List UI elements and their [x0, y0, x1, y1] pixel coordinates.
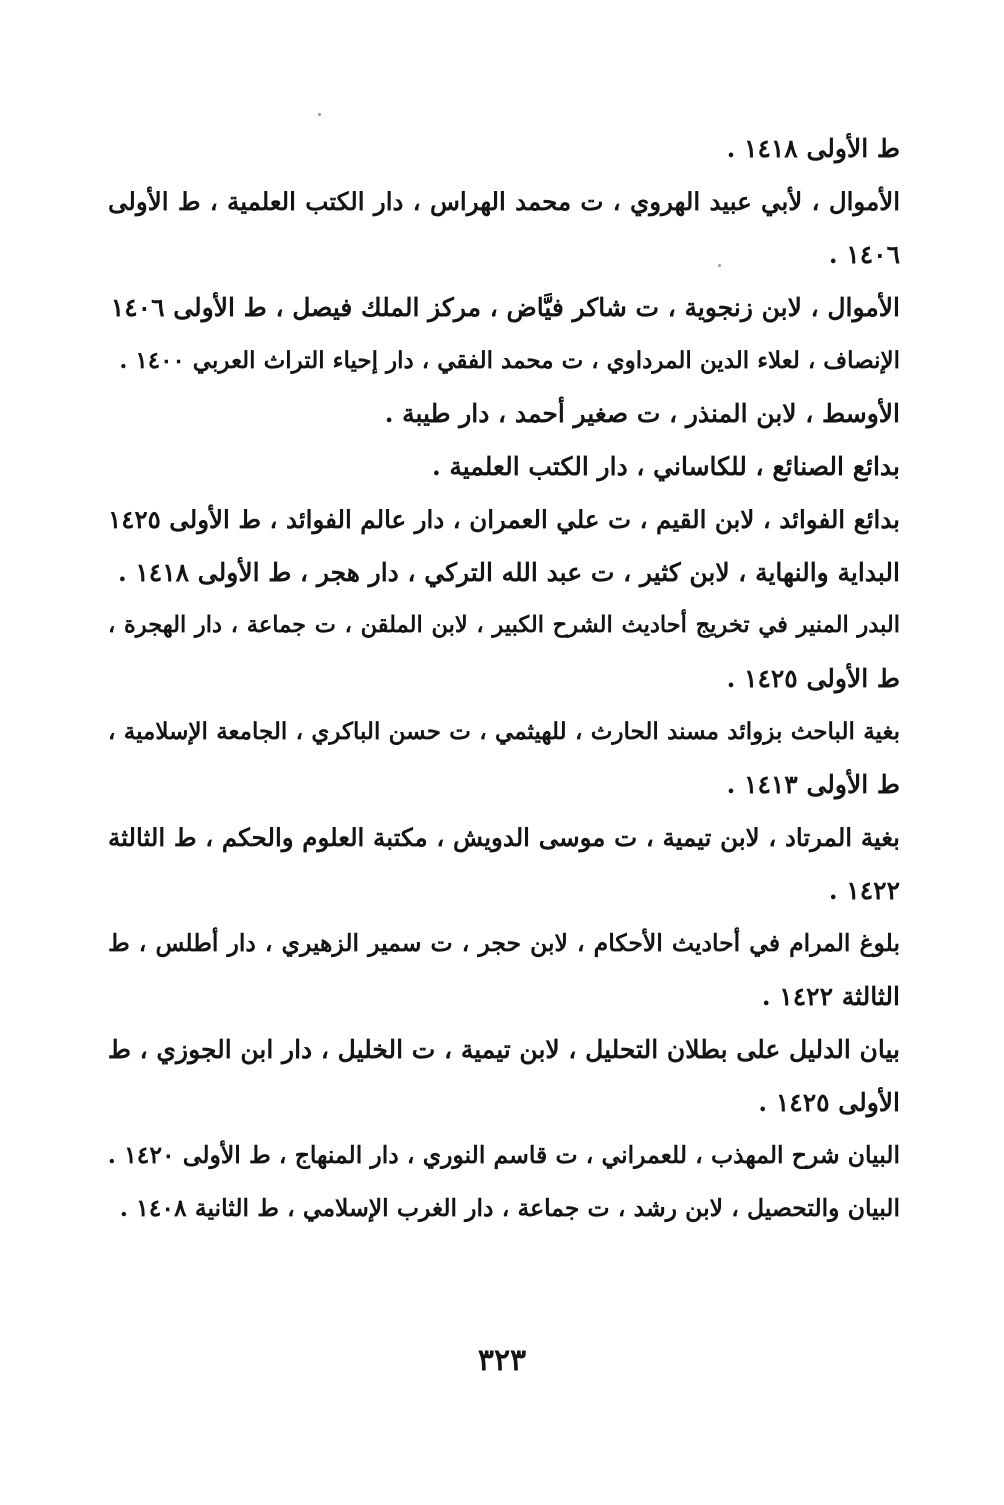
- bibliography-line: ١٤٠٦ .: [828, 240, 900, 269]
- scan-speck: [718, 264, 721, 267]
- bibliography-line: الثالثة ١٤٢٢ .: [761, 982, 900, 1011]
- bibliography-line: الأموال ، لابن زنجوية ، ت شاكر فيَّاض ، مركز الملك فيصل ، ط الأولى ١٤٠٦: [110, 293, 900, 322]
- bibliography-line: البيان والتحصيل ، لابن رشد ، ت جماعة ، دار الغرب الإسلامي ، ط الثانية ١٤٠٨ .: [119, 1194, 900, 1222]
- scan-speck: [318, 113, 321, 116]
- bibliography-line: بغية المرتاد ، لابن تيمية ، ت موسى الدويش ، مكتبة العلوم والحكم ، ط الثالثة: [108, 823, 900, 852]
- bibliography-line: البيان شرح المهذب ، للعمراني ، ت قاسم النوري ، دار المنهاج ، ط الأولى ١٤٢٠ .: [108, 1141, 900, 1169]
- bibliography-line: ط الأولى ١٤١٣ .: [726, 770, 900, 799]
- bibliography-list: [108, 122, 900, 1235]
- bibliography-line: البداية والنهاية ، لابن كثير ، ت عبد الله التركي ، دار هجر ، ط الأولى ١٤١٨ .: [117, 558, 900, 587]
- bibliography-line: الأوسط ، لابن المنذر ، ت صغير أحمد ، دار طيبة .: [384, 399, 900, 428]
- bibliography-line: بدائع الفوائد ، لابن القيم ، ت علي العمران ، دار عالم الفوائد ، ط الأولى ١٤٢٥: [108, 505, 900, 534]
- bibliography-line: بلوغ المرام في أحاديث الأحكام ، لابن حجر ، ت سمير الزهيري ، دار أطلس ، ط: [108, 929, 900, 957]
- bibliography-line: البدر المنير في تخريج أحاديث الشرح الكبير ، لابن الملقن ، ت جماعة ، دار الهجرة ،: [108, 612, 900, 638]
- bibliography-line: الأولى ١٤٢٥ .: [758, 1088, 900, 1117]
- bibliography-line: الأموال ، لأبي عبيد الهروي ، ت محمد الهراس ، دار الكتب العلمية ، ط الأولى: [108, 187, 900, 216]
- bibliography-line: ١٤٢٢ .: [828, 876, 900, 905]
- bibliography-line: الإنصاف ، لعلاء الدين المرداوي ، ت محمد الفقي ، دار إحياء التراث العربي ١٤٠٠ .: [119, 347, 900, 374]
- bibliography-line: بغية الباحث بزوائد مسند الحارث ، للهيثمي ، ت حسن الباكري ، الجامعة الإسلامية ،: [108, 718, 900, 745]
- bibliography-line: ط الأولى ١٤٢٥ .: [726, 664, 900, 693]
- bibliography-line: بدائع الصنائع ، للكاساني ، دار الكتب العلمية .: [431, 452, 900, 481]
- page-number: ٣٢٣: [477, 1343, 527, 1378]
- bibliography-line: بيان الدليل على بطلان التحليل ، لابن تيمية ، ت الخليل ، دار ابن الجوزي ، ط: [108, 1035, 900, 1064]
- bibliography-line: ط الأولى ١٤١٨ .: [726, 134, 900, 163]
